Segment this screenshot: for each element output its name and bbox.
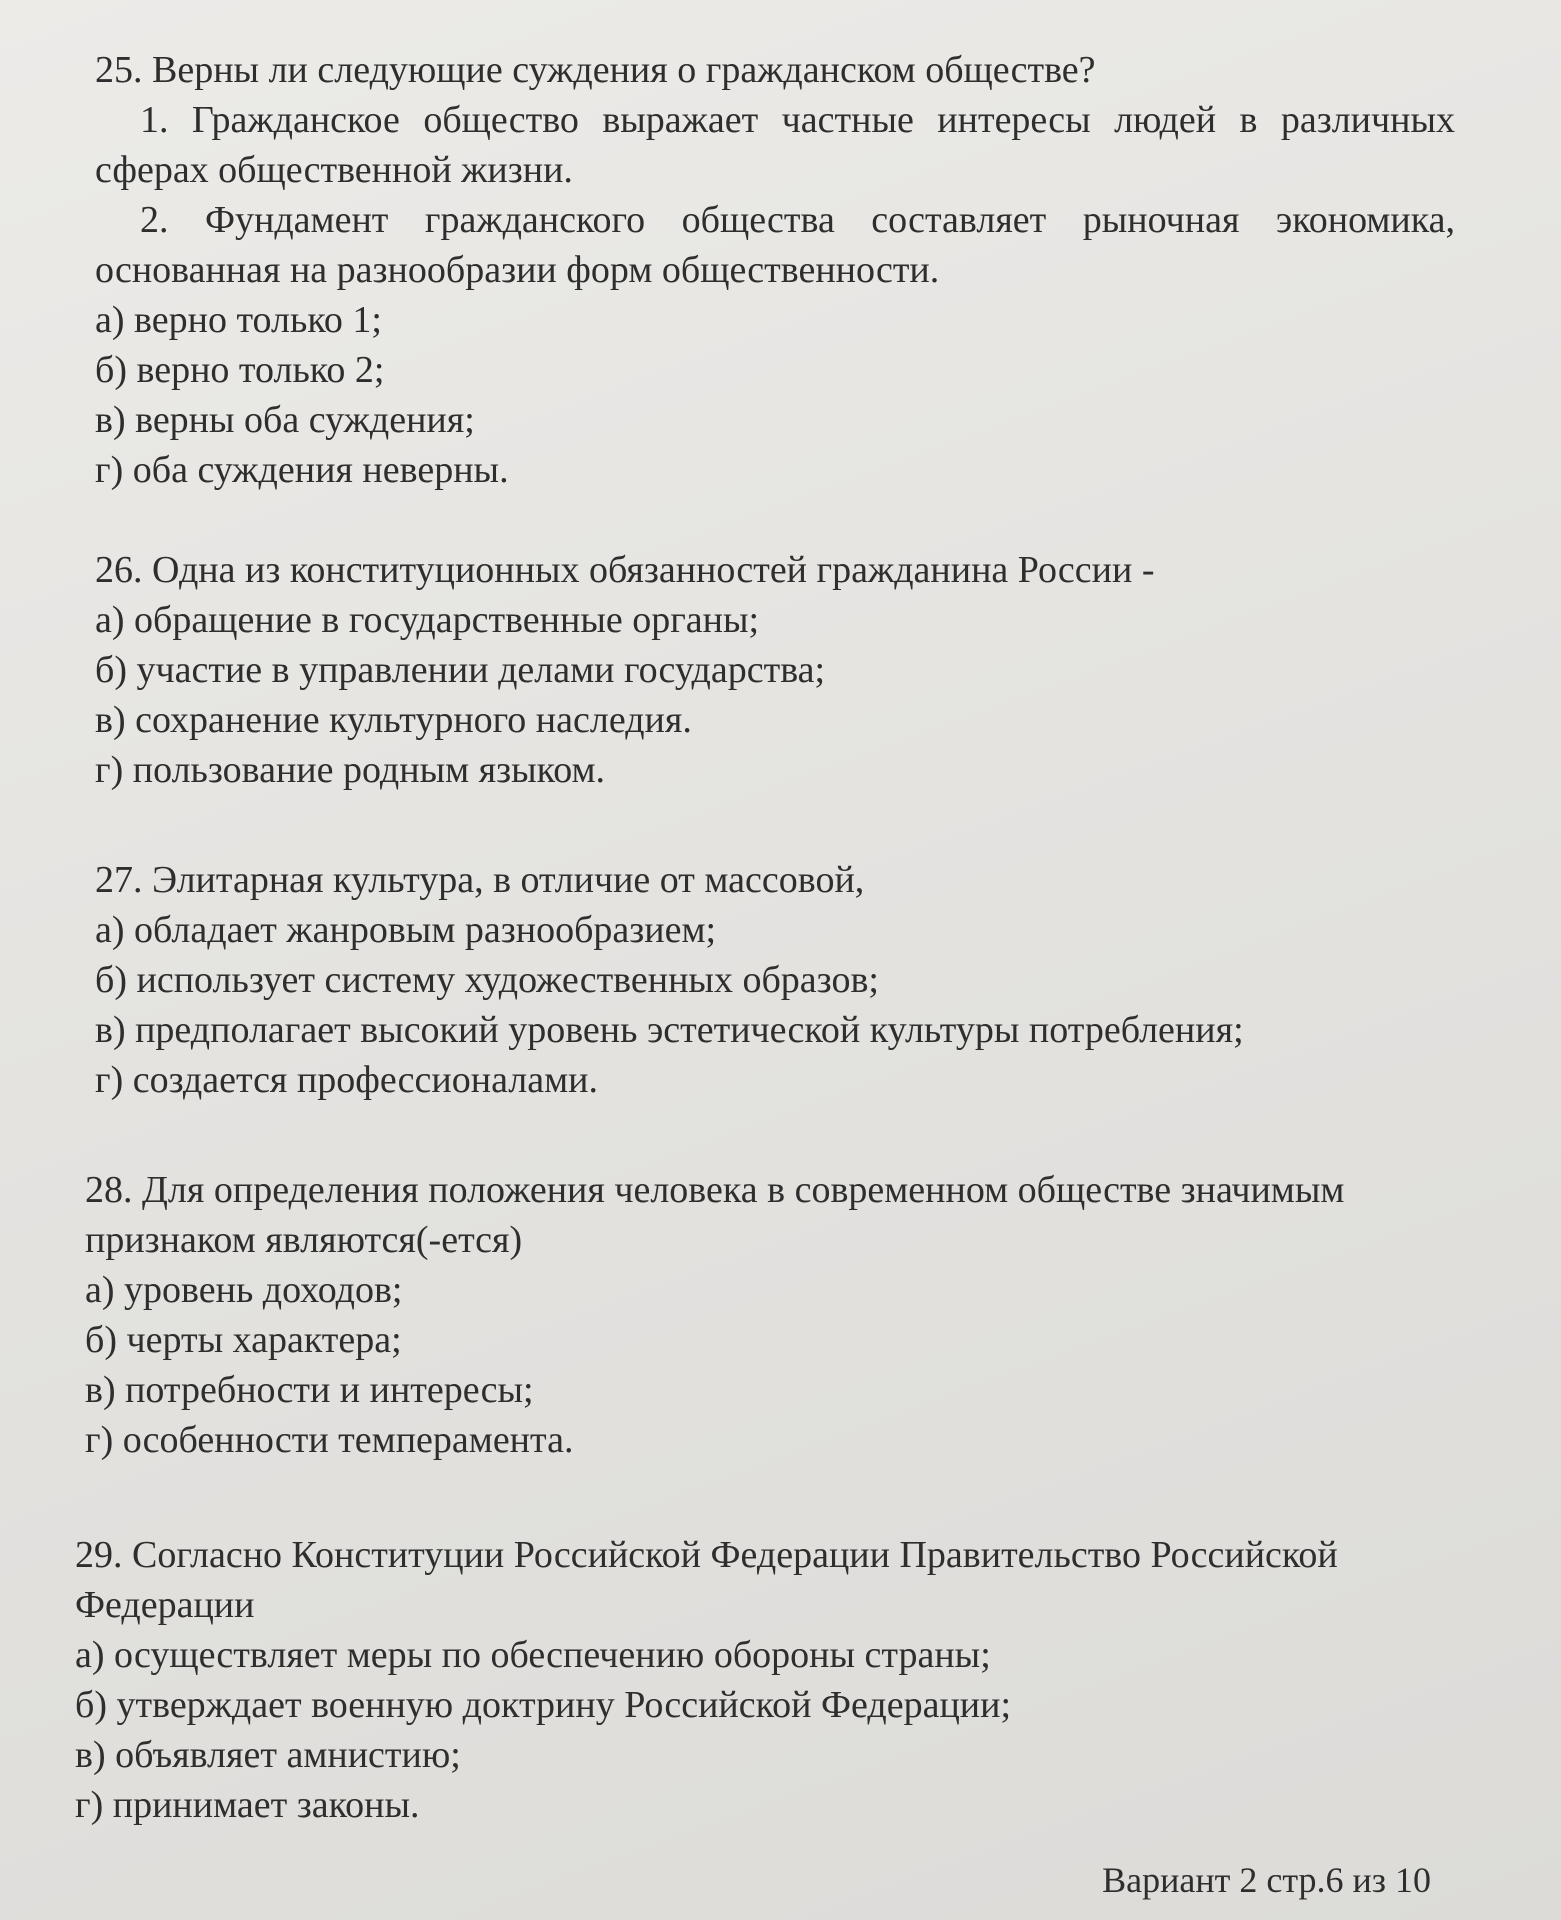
question-text-line-1: 29. Согласно Конституции Российской Федерации Правительство Российской: [75, 1534, 1338, 1576]
question-25: [95, 45, 1495, 495]
option-c: в) верны оба суждения;: [95, 399, 475, 441]
option-a: а) обладает жанровым разнообразием;: [95, 909, 717, 951]
page-footer: Вариант 2 стр.6 из 10: [1102, 1860, 1431, 1900]
statement-1-line-2: сферах общественной жизни.: [95, 149, 573, 191]
option-b: б) верно только 2;: [95, 349, 385, 391]
option-d: г) особенности темперамента.: [85, 1419, 574, 1461]
option-c: в) потребности и интересы;: [85, 1369, 534, 1411]
option-c: в) предполагает высокий уровень эстетической культуры потребления;: [95, 1009, 1244, 1051]
option-d: г) принимает законы.: [75, 1784, 420, 1826]
question-text: 25. Верны ли следующие суждения о гражданском обществе?: [95, 49, 1096, 91]
option-a: а) верно только 1;: [95, 299, 382, 341]
question-28: [85, 1165, 1485, 1465]
question-text: 27. Элитарная культура, в отличие от массовой,: [95, 859, 865, 901]
option-a: а) обращение в государственные органы;: [95, 599, 760, 641]
statement-1-line-1: 1. Гражданское общество выражает частные интересы людей в различных: [140, 99, 1455, 141]
statement-2-line-2: основанная на разнообразии форм общественности.: [95, 249, 940, 291]
option-b: б) использует систему художественных образов;: [95, 959, 879, 1001]
option-c: в) объявляет амнистию;: [75, 1734, 461, 1776]
question-27: [95, 855, 1495, 1105]
option-d: г) пользование родным языком.: [95, 749, 606, 791]
option-d: г) создается профессионалами.: [95, 1059, 598, 1101]
option-d: г) оба суждения неверны.: [95, 449, 509, 491]
question-text-line-2: Федерации: [75, 1584, 255, 1626]
option-a: а) уровень доходов;: [85, 1269, 403, 1311]
question-29: [75, 1530, 1475, 1830]
question-text: 26. Одна из конституционных обязанностей гражданина России -: [95, 549, 1155, 591]
option-c: в) сохранение культурного наследия.: [95, 699, 692, 741]
question-text-line-1: 28. Для определения положения человека в современном обществе значимым: [85, 1169, 1345, 1211]
option-b: б) черты характера;: [85, 1319, 402, 1361]
option-b: б) утверждает военную доктрину Российской Федерации;: [75, 1684, 1012, 1726]
statement-2-line-1: 2. Фундамент гражданского общества составляет рыночная экономика,: [140, 199, 1455, 241]
question-text-line-2: признаком являются(-ется): [85, 1219, 523, 1261]
option-a: а) осуществляет меры по обеспечению обороны страны;: [75, 1634, 991, 1676]
option-b: б) участие в управлении делами государства;: [95, 649, 826, 691]
question-26: [95, 545, 1495, 795]
